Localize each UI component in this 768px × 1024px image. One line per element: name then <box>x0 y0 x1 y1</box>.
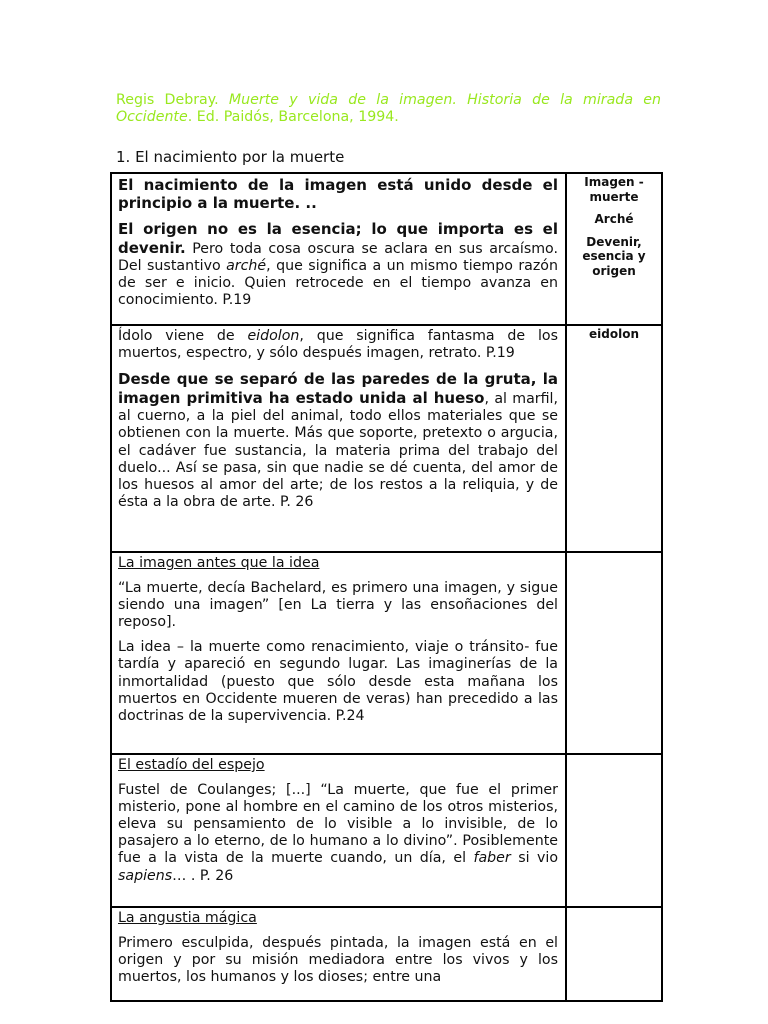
row-heading: El estadío del espejo <box>118 757 265 773</box>
paragraph <box>118 370 558 511</box>
row-text-clip <box>118 910 558 992</box>
citation-title: Muerte y vida de la imagen. Historia de la mirada en Occidente <box>116 92 661 125</box>
bold-text: El origen no es la esencia; lo que importa es el devenir. <box>118 220 558 258</box>
text-span: … . P. 26 <box>172 867 234 884</box>
text-span: , que significa a un mismo tiempo razón de ser e inicio. Quien retrocede en el tiempo avanza en conocimiento. P.19 <box>118 258 558 309</box>
paragraph: Primero esculpida, después pintada, la imagen está en el origen y por su misión mediadora entre los vivos y los muertos, los humanos y los dioses; entre una <box>118 935 558 986</box>
text-span: Fustel de Coulanges; [...] “La muerte, que fue el primer misterio, pone al hombre en el camino de los otros misterios, eleva su pensamiento de lo visible a lo invisible, de lo pasajero a lo eterno, de lo humano a lo divino”. Posiblemente fue a la vista de la muerte cuando, un día, el <box>118 782 558 867</box>
row-text <box>111 552 566 754</box>
row-text <box>111 325 566 552</box>
keyword: Devenir, esencia y origen <box>582 234 646 278</box>
document-page <box>116 92 661 166</box>
text-span: , que significa fantasma de los muertos, espectro, y sólo después imagen, retrato. P.19 <box>118 328 558 362</box>
table-row <box>111 173 662 325</box>
notes-table <box>110 172 663 1002</box>
text-span: Pero toda cosa oscura se aclara en sus arcaísmo. Del sustantivo <box>118 241 558 275</box>
text-span: Ídolo viene de <box>118 328 248 344</box>
row-text <box>111 907 566 1001</box>
table-row <box>111 552 662 754</box>
text-span: si vio <box>510 850 558 867</box>
row-keywords <box>566 907 662 1001</box>
section-title: 1. El nacimiento por la muerte <box>116 148 345 166</box>
paragraph <box>118 220 558 309</box>
paragraph <box>118 782 558 885</box>
row-keywords <box>566 754 662 907</box>
row-text <box>111 754 566 907</box>
row-keywords <box>566 552 662 754</box>
keyword: Arché <box>594 212 634 226</box>
italic-text: arché <box>226 258 267 275</box>
paragraph: “La muerte, decía Bachelard, es primero una imagen, y sigue siendo una imagen” [en La tierra y las ensoñaciones del reposo]. <box>118 580 558 631</box>
text-span: , al marfil, al cuerno, a la piel del animal, todo ellos materiales que se obtienen con la muerte. Más que soporte, pretexto o argucia, el cadáver fue sustancia, la materia prima del trabajo del duelo... Así se pasa, sin que nadie se dé cuenta, del amor de los huesos al amor del arte; de los restos a la reliquia, y de ésta a la obra de arte. P. 26 <box>118 391 558 510</box>
italic-text: faber <box>473 850 511 867</box>
citation-author: Regis Debray. <box>116 92 219 108</box>
italic-text: eidolon <box>247 328 300 344</box>
table-row <box>111 325 662 552</box>
row-heading: La imagen antes que la idea <box>118 555 320 571</box>
italic-text: sapiens <box>118 867 173 884</box>
row-text <box>111 173 566 325</box>
row-keywords <box>566 325 662 552</box>
table-row <box>111 907 662 1001</box>
row-keywords <box>566 173 662 325</box>
paragraph: El nacimiento de la imagen está unido desde el principio a la muerte. .. <box>118 176 558 212</box>
bold-text: Desde que se separó de las paredes de la gruta, la imagen primitiva ha estado unida al hueso <box>118 370 558 408</box>
bibliographic-citation <box>116 92 661 126</box>
paragraph <box>118 328 558 362</box>
citation-publisher: . Ed. Paidós, Barcelona, 1994. <box>187 109 399 125</box>
paragraph: La idea – la muerte como renacimiento, viaje o tránsito- fue tardía y apareció en segundo lugar. Las imaginerías de la inmortalidad (puesto que sólo desde esta mañana los muertos en Occidente mueren de veras) han precedido a las doctrinas de la supervivencia. P.24 <box>118 639 558 724</box>
row-heading: La angustia mágica <box>118 910 257 926</box>
table-row <box>111 754 662 907</box>
keyword: eidolon <box>589 327 639 341</box>
keyword: Imagen - muerte <box>584 175 644 204</box>
